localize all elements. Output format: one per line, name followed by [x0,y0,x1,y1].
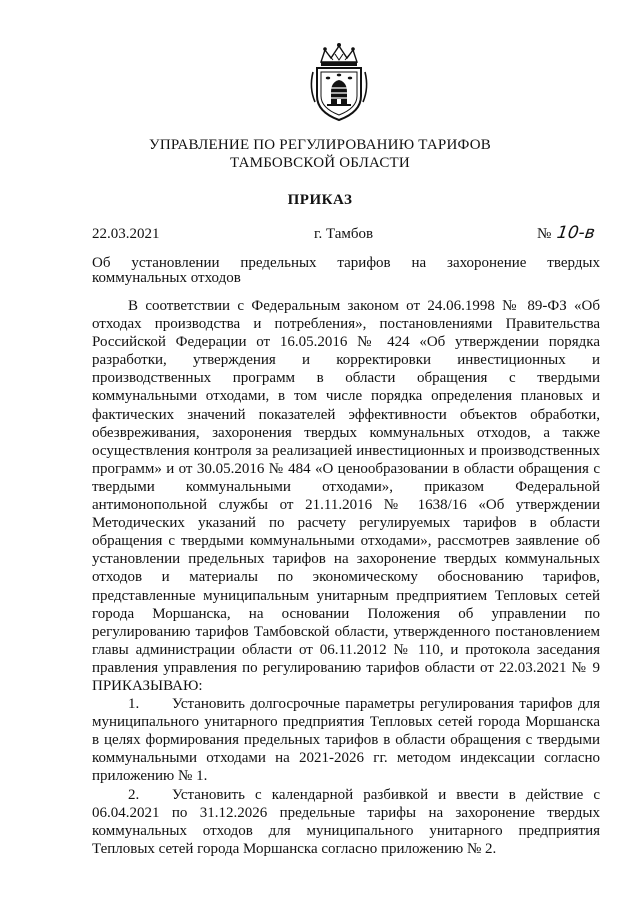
order-item-1 [92,695,600,785]
order-date: 22.03.2021 [92,226,160,242]
order-number [537,223,595,243]
item-number: 1. [128,696,140,713]
item-text: Установить с календарной разбивкой и ввести в действие с 06.04.2021 по 31.12.2026 предельные тарифы на захоронение твердых коммунальных отходов для муниципального унитарного предприятия Тепловых сетей города Моршанска согласно приложению № 2. [92,786,600,857]
order-subject [92,256,600,286]
subject-line2: коммунальных отходов [92,270,241,286]
preamble-paragraph: В соответствии с Федеральным законом от 24.06.1998 № 89-ФЗ «Об отходах производства и потребления», постановлениями Правительства Российской Федерации от 16.05.2016 № 424 «Об утверждении порядка разработки, утверждения и корректировки инвестиционных и производственных программ в области обращения с твердыми коммунальными отходами, в том числе порядка определения плановых и фактических значений показателей эффективности объектов обработки, обезвреживания, захоронения твердых коммунальных отходов, а также осуществления контроля за реализацией инвестиционных и производственных программ» и от 30.05.2016 № 484 «О ценообразовании в области обращения с твердыми коммунальными отходами», приказом Федеральной антимонопольной службы от 21.11.2016 № 1638/16 «Об утверждении Методических указаний по расчету регулируемых тарифов в области обращения с твердыми коммунальными отходами», рассмотрев заявление об установлении предельных тарифов на захоронение твердых коммунальных отходов и материалы по экономическому обоснованию тарифов, представленные муниципальным унитарным предприятием Тепловых сетей города Моршанска, на основании Положения об управлении по регулированию тарифов Тамбовской области, утвержденного постановлением главы администрации области от 06.11.2012 № 110, и протокола заседания правления управления по регулированию тарифов области от 22.03.2021 № 9 ПРИКАЗЫВАЮ: [92,298,600,694]
document-title: ПРИКАЗ [287,192,353,208]
subject-line1: Об установлении предельных тарифов на захоронение твердых [92,255,600,271]
organization-name-line1: УПРАВЛЕНИЕ ПО РЕГУЛИРОВАНИЮ ТАРИФОВ [149,137,491,153]
item-text: Установить долгосрочные параметры регулирования тарифов для муниципального унитарного предприятия Тепловых сетей города Моршанска в целях формирования предельных тарифов в области обращения с твердыми коммунальными отходами на 2021-2026 гг. методом индексации согласно приложению № 1. [92,696,600,785]
order-item-2 [92,786,600,858]
handwritten-number: 10-в [555,223,597,243]
organization-name-line2: ТАМБОВСКОЙ ОБЛАСТИ [230,155,410,171]
item-number: 2. [128,786,140,803]
coat-of-arms-emblem [307,42,371,124]
number-sign: № [537,226,552,242]
order-body [92,297,600,858]
order-city: г. Тамбов [314,226,374,242]
